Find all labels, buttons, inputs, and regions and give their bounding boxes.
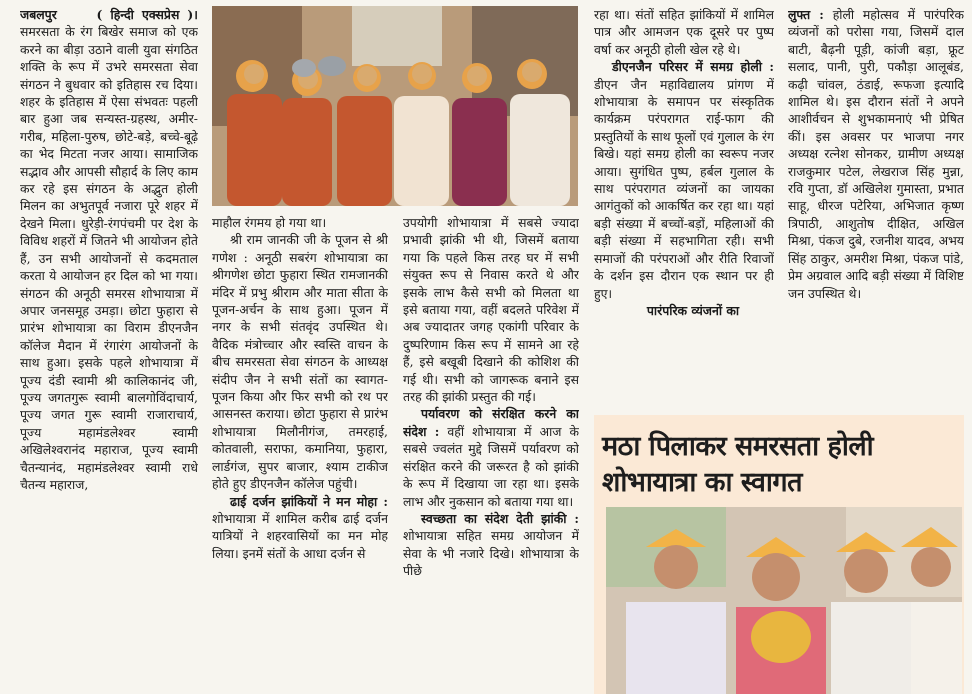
procession-photo bbox=[212, 6, 578, 206]
welcome-photo-art bbox=[606, 507, 962, 694]
subheading-jhankiyan: ढाई दर्जन झांकियों ने मन मोहा : bbox=[230, 493, 388, 509]
article-text-3b: वहीं शोभायात्रा में आज के सबसे ज्वलंत मुद्दे जिसमें पर्यावरण को संरक्षित करने की जरूरत है को झांकी के रूप में दिखाया जा रहा था। इसके लाभ और नुकसान को बताया गया था। bbox=[403, 423, 579, 509]
article-column-3 bbox=[403, 214, 579, 694]
article-column-4 bbox=[788, 6, 964, 406]
article-column-2 bbox=[212, 214, 388, 694]
box-headline: मठा पिलाकर समरसता होली शोभायात्रा का स्वागत bbox=[602, 431, 874, 498]
subheading-vyanjan: पारंपरिक व्यंजनों का bbox=[646, 302, 740, 318]
subheading-cleanliness: स्वच्छता का संदेश देती झांकी : bbox=[421, 510, 579, 526]
article-text-2c: शोभायात्रा में शामिल करीब ढाई दर्जन यात्रियों ने शहरवासियों का मन मोह लिया। इनमें संतों के आधा दर्जन से bbox=[212, 510, 388, 561]
article-text-3d: रहा था। संतों सहित झांकियों में शामिल पात्र और आमजन एक दूसरे पर पुष्प वर्षा कर अनूठी होली खेल रहे थे। bbox=[594, 7, 774, 57]
article-text-2a: माहौल रंगमय हो गया था। bbox=[212, 215, 327, 230]
article-text-3c: शोभायात्रा सहित समग्र आयोजन में सेवा के भी नजारे दिखे। शोभायात्रा के पीछे bbox=[403, 528, 579, 579]
procession-photo-art bbox=[212, 6, 578, 206]
lead-word: लुफ्त : bbox=[788, 7, 824, 22]
article-column-1 bbox=[20, 6, 198, 694]
subheading-environment: पर्यावरण को संरक्षित करने का संदेश : bbox=[403, 406, 579, 439]
subheading-dnjain: डीएनजैन परिसर में समग्र होली : bbox=[612, 59, 774, 75]
article-text-2b: श्री राम जानकी जी के पूजन से श्री गणेश : अनूठी सबरंग शोभायात्रा का श्रीगणेश छोटा फुहारा स्थित रामजानकी मंदिर में प्रभु श्रीराम और माता सीता के पूजन-अर्चन के साथ हुआ। पूजन में नगर के सभी संतवृंद उपस्थित थे। वैदिक मंत्रोच्चार और स्वस्ति वाचन के बीच समरसता सेवा संगठन के आध्यक्ष संदीप जैन ने सभी संतों का स्वागत-पूजन किया और फिर सभी को रथ पर आसनस्त कराया। छोटा फुहारा से प्रारंभ शोभायात्रा मिलौनीगंज, तमरहाई, कोतवाली, सराफा, कमानिया, फुहारा, लार्डगंज, सुपर बाजार, श्याम टाकीज होते हुए डीएनजैन कॉलेज पहुंची। bbox=[212, 232, 388, 492]
source-label: ( हिन्दी एक्सप्रेस )। bbox=[96, 7, 198, 22]
article-text-4: होली महोत्सव में पारंपरिक व्यंजनों को परोसा गया, जिसमें दाल बाटी, बैढ़नी पूड़ी, कांजी बड़ा, फ्रूट सलाद, पानी, पुरी, पकौड़ा आलूबंड, कढ़ी चांवल, ठंडाई, रूफजा इत्यादि शामिल थे। इस दौरान संतों ने अपने आशीर्वचन से शुभकामनाएं भी प्रेषित कीं। इस अवसर पर भाजपा नगर अध्यक्ष रत्नेश सोनकर, ग्रामीण अध्यक्ष राजकुमार पटेल, लेखराज सिंह मुन्ना, रवि गुप्ता, डॉ अखिलेश गुमास्ता, प्रभात साहू, धीरज पटेरिया, अभिजात कृष्ण त्रिपाठी, आशुतोष दीक्षित, अखिल मिश्रा, पंकज दुबे, रजनीश यादव, अभय सिंह ठाकुर, अमरीश मिश्रा, पंकज पांडे, प्रेम अग्रवाल आदि बड़ी संख्या में विशिष्ट जन उपस्थित थे। bbox=[788, 7, 964, 301]
boxed-story bbox=[594, 415, 964, 694]
article-text-3a: उपयोगी शोभायात्रा में सबसे ज्यादा प्रभावी झांकी भी थी, जिसमें बताया गया कि पहले किस तरह घर में सभी संयुक्त रूप से निवास करते थे और इसके लाभ कैसे सभी को मिलता था इसे बताया गया, वहीं बदलते परिवेश में अब ज्यादातर जगह एकांगी परिवार के दुष्परिणाम किस रूप में सामने आ रहे हैं, इसे बखूबी दिखाने की कोशिश की गई थी। सभी को जागरूक बनाने इस तरह की झांकी प्रस्तुत की गई। bbox=[403, 215, 579, 405]
article-text-1: समरसता के रंग बिखेर समाज को एक करने का बीड़ा उठाने वाली युवा संगठित शक्ति के रूप में उभरे समरसता सेवा संगठन ने बुधवार को इतिहास रच दिया। शहर के इतिहास में ऐसा संभवतः पहली बार हुआ जब सन्यस्त-ग्रहस्थ, अमीर-गरीब, महिला-पुरुष, छोटे-बड़े, बच्चे-बूढ़े का भेद मिटता नजर आया। सामाजिक सद्भाव और आपसी सौहार्द के लिए काम कर रहे इस संगठन के अद्भुत होली मिलन का अभुतपूर्व नजारा पूरे शहर में देखने मिला। धुरेड़ी-रंगपंचमी पर देश के विविध शहरों में जितने भी आयोजन होते हैं, उन सभी आयोजनों से कदमताल करता ये आयोजन हर दिल को भा गया। संगठन की अनूठी समरस शोभायात्रा में अपार जनसमूह उमड़ा। छोटा फुहारा से प्रारंभ शोभायात्रा का विराम डीएनजैन कॉलेज मैदान में रंगारंग आयोजनों के साथ हुआ। इसके पहले शोभायात्रा में पूज्य दंडी स्वामी श्री कालिकानंद जी, पूज्य जगतगुरू स्वामी बालगोविंदाचार्य, पूज्य जगत गुरू स्वामी राजाराचार्य, पूज्य महामंडलेश्वर स्वामी अखिलेश्वरानंद महाराज, पूज्य स्वामी चैतन्यानंद, महामंडलेश्वर स्वामी राधे चैतन्य महाराज, bbox=[20, 24, 198, 492]
article-text-3e: डीएन जैन महाविद्यालय प्रांगण में शोभायात्रा के समापन पर संस्कृतिक कार्यक्रम परंपरागत राई-फाग की प्रस्तुतियों के साथ फूलों एवं गुलाल के रंग बिखे। यहां समग्र होली का स्वरूप नजर आया। सुगंधित पुष्प, हर्बल गुलाल के साथ परंपरागत व्यंजनों का जायका आगंतुकों को आकर्षित कर रहा था। यहां बड़ी संख्या में बच्चों-बड़ों, महिलाओं की बड़ी संख्या में सहभागिता रही। सभी समाजों की परंपराओं और रीति रिवाजों के दर्शन इस दौरान एक स्थान पर ही हुए। bbox=[594, 76, 774, 301]
welcome-photo bbox=[606, 507, 962, 694]
dateline: जबलपुर bbox=[20, 7, 57, 22]
article-column-3-top bbox=[594, 6, 774, 416]
